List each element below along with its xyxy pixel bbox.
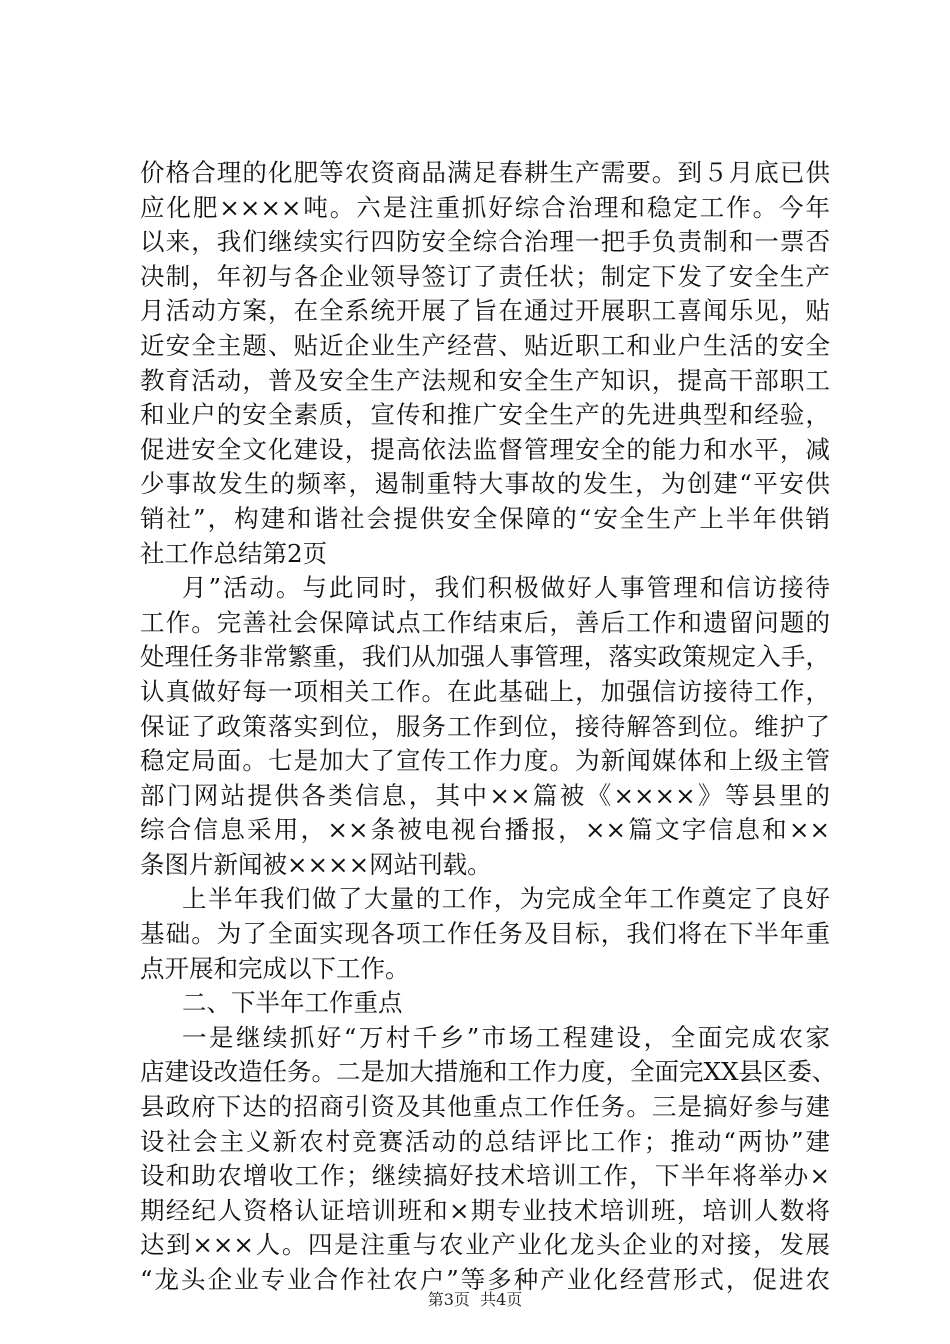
page-footer xyxy=(0,1289,950,1311)
text-line: 条图片新闻被××××网站刊载。 xyxy=(140,849,492,879)
text-line: 月”活动。与此同时，我们积极做好人事管理和信访接待 xyxy=(182,573,830,603)
text-line: 促进安全文化建设，提高依法监督管理安全的能力和水平，减 xyxy=(140,434,830,464)
text-line: 决制，年初与各企业领导签订了责任状；制定下发了安全生产 xyxy=(140,261,830,291)
text-line: 上半年我们做了大量的工作，为完成全年工作奠定了良好 xyxy=(182,884,830,914)
text-line: 工作。完善社会保障试点工作结束后，善后工作和遗留问题的 xyxy=(140,607,830,637)
text-line: 近安全主题、贴近企业生产经营、贴近职工和业户生活的安全 xyxy=(140,330,830,360)
text-line: 价格合理的化肥等农资商品满足春耕生产需要。到５月底已供 xyxy=(140,158,830,187)
text-line: 一是继续抓好“万村千乡”市场工程建设，全面完成农家 xyxy=(182,1022,830,1052)
text-line: 和业户的安全素质，宣传和推广安全生产的先进典型和经验， xyxy=(140,400,830,430)
document-body xyxy=(140,156,837,1298)
text-line: 县政府下达的招商引资及其他重点工作任务。三是搞好参与建 xyxy=(140,1092,830,1122)
text-line: 综合信息采用，××条被电视台播报，××篇文字信息和×× xyxy=(140,815,830,845)
text-line: 以来，我们继续实行四防安全综合治理一把手负责制和一票否 xyxy=(140,227,830,257)
text-line: 处理任务非常繁重，我们从加强人事管理，落实政策规定入手， xyxy=(140,642,830,672)
text-line: “龙头企业专业合作社农户”等多种产业化经营形式，促进农 xyxy=(140,1265,830,1294)
text-line: 部门网站提供各类信息，其中××篇被《××××》等县里的 xyxy=(140,780,830,810)
text-line: 销社”，构建和谐社会提供安全保障的“安全生产上半年供销 xyxy=(140,503,830,533)
text-line: 应化肥××××吨。六是注重抓好综合治理和稳定工作。今年 xyxy=(140,192,830,222)
text-line: 期经纪人资格认证培训班和×期专业技术培训班，培训人数将 xyxy=(140,1195,830,1225)
text-line: 设社会主义新农村竞赛活动的总结评比工作；推动“两协”建 xyxy=(140,1126,830,1156)
text-line: 基础。为了全面实现各项工作任务及目标，我们将在下半年重 xyxy=(140,919,830,949)
text-line: 认真做好每一项相关工作。在此基础上，加强信访接待工作， xyxy=(140,676,830,706)
text-line: 店建设改造任务。二是加大措施和工作力度，全面完XX县区委、 xyxy=(140,1057,837,1087)
text-line: 达到×××人。四是注重与农业产业化龙头企业的对接，发展 xyxy=(140,1230,830,1260)
text-line: 稳定局面。七是加大了宣传工作力度。为新闻媒体和上级主管 xyxy=(140,746,830,776)
text-line: 月活动方案，在全系统开展了旨在通过开展职工喜闻乐见，贴 xyxy=(140,296,830,326)
page-number-label: 第3页 共4页 xyxy=(427,1290,523,1309)
text-line: 点开展和完成以下工作。 xyxy=(140,953,410,983)
text-line: 社工作总结第2页 xyxy=(140,538,328,568)
text-line: 二、下半年工作重点 xyxy=(182,988,403,1018)
text-line: 教育活动，普及安全生产法规和安全生产知识，提高干部职工 xyxy=(140,365,830,395)
text-line: 少事故发生的频率，遏制重特大事故的发生，为创建“平安供 xyxy=(140,469,830,499)
text-line: 保证了政策落实到位，服务工作到位，接待解答到位。维护了 xyxy=(140,711,830,741)
text-line: 设和助农增收工作；继续搞好技术培训工作，下半年将举办× xyxy=(140,1161,830,1191)
